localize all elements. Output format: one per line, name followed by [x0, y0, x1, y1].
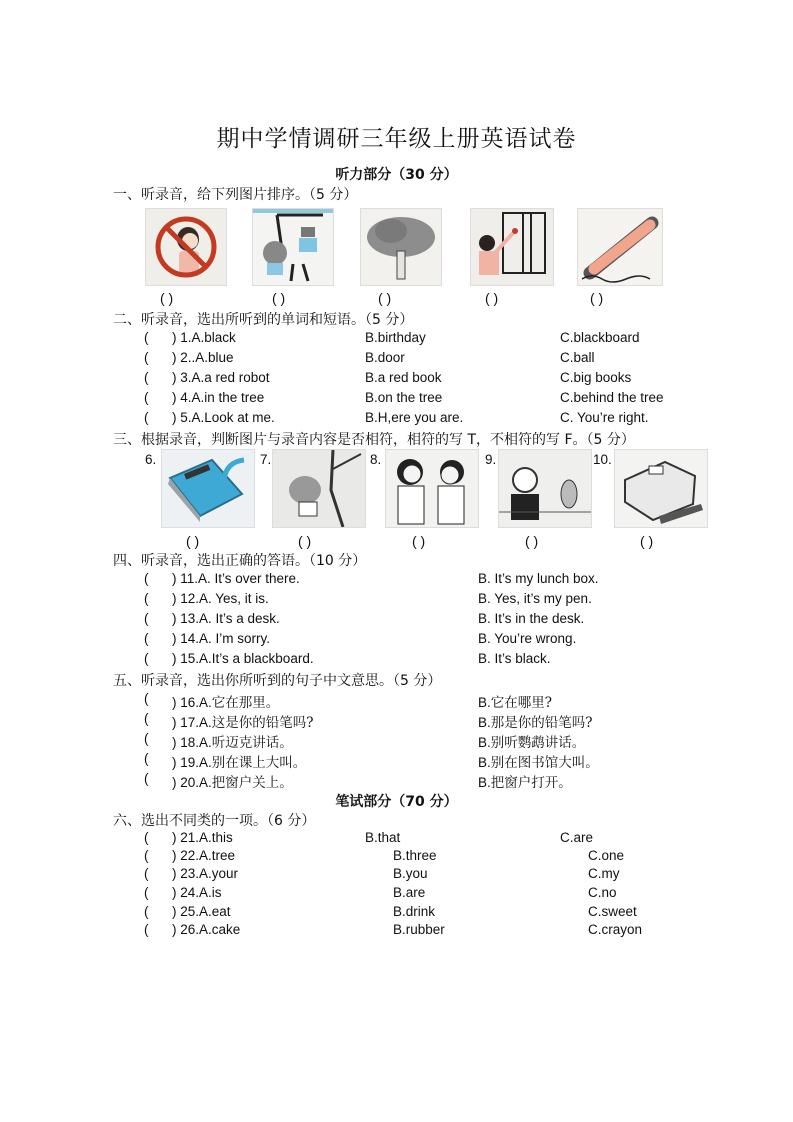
- answer-blank-7[interactable]: ( ): [298, 533, 312, 549]
- option-a: ) 17.A.这是你的铅笔吗?: [172, 715, 314, 731]
- option-b: B.别听鹦鹉讲话。: [478, 735, 586, 751]
- answer-paren[interactable]: (: [144, 885, 149, 900]
- picture-pencil-box: [614, 449, 708, 528]
- option-a: ) 25.A.eat: [172, 904, 231, 919]
- option-a: ) 4.A.in the tree: [172, 390, 265, 405]
- answer-blank-8[interactable]: ( ): [412, 533, 426, 549]
- answer-paren[interactable]: (: [144, 571, 149, 586]
- option-b: B.它在哪里?: [478, 695, 553, 711]
- option-c: C.crayon: [588, 922, 643, 937]
- option-c: C.ball: [560, 350, 595, 365]
- option-b: B.are: [393, 885, 426, 900]
- option-b: B.a red book: [365, 370, 442, 385]
- option-a: ) 24.A.is: [172, 885, 222, 900]
- section-2-heading: 二、听录音，选出所听到的单词和短语。（5 分）: [113, 312, 414, 328]
- answer-paren[interactable]: (: [144, 350, 149, 365]
- section-1-heading: 一、听录音，给下列图片排序。（5 分）: [113, 187, 358, 203]
- option-c: C.big books: [560, 370, 632, 385]
- answer-blank-3[interactable]: ( ): [378, 290, 392, 306]
- item-number: 9.: [485, 452, 497, 467]
- answer-blank-5[interactable]: ( ): [590, 290, 604, 306]
- answer-paren[interactable]: (: [144, 731, 149, 746]
- option-b: B. It’s my lunch box.: [478, 571, 599, 586]
- option-c: C.behind the tree: [560, 390, 664, 405]
- answer-paren[interactable]: (: [144, 631, 149, 646]
- option-a: ) 21.A.this: [172, 830, 233, 845]
- answer-paren[interactable]: (: [144, 866, 149, 881]
- option-a: ) 16.A.它在那里。: [172, 695, 280, 711]
- answer-paren[interactable]: (: [144, 651, 149, 666]
- section-3-heading: 三、根据录音，判断图片与录音内容是否相符，相符的写 T，不相符的写 F。（5 分）: [113, 432, 635, 448]
- option-c: C.sweet: [588, 904, 637, 919]
- picture-no-eating-girl: [145, 208, 227, 286]
- option-b: B.H,ere you are.: [365, 410, 464, 425]
- option-a: ) 15.A.It’s a blackboard.: [172, 651, 314, 666]
- option-a: ) 1.A.black: [172, 330, 236, 345]
- option-a: ) 11.A. It’s over there.: [172, 571, 300, 586]
- option-a: ) 23.A.your: [172, 866, 239, 881]
- picture-tree: [360, 208, 442, 286]
- option-b: B.that: [365, 830, 401, 845]
- option-b: B.别在图书馆大叫。: [478, 755, 599, 771]
- picture-cat-and-mouse: [498, 449, 592, 528]
- answer-paren[interactable]: (: [144, 691, 149, 706]
- answer-paren[interactable]: (: [144, 591, 149, 606]
- answer-paren[interactable]: (: [144, 390, 149, 405]
- option-a: ) 20.A.把窗户关上。: [172, 775, 293, 791]
- option-a: ) 2..A.blue: [172, 350, 234, 365]
- picture-mouse-robot: [252, 208, 334, 286]
- answer-paren[interactable]: (: [144, 904, 149, 919]
- item-number: 10.: [593, 452, 612, 467]
- writing-part-heading: 笔试部分（70 分）: [335, 794, 458, 810]
- section-5-heading: 五、听录音，选出你所听到的句子中文意思。（5 分）: [113, 673, 442, 689]
- answer-blank-6[interactable]: ( ): [186, 533, 200, 549]
- listening-part-heading: 听力部分（30 分）: [335, 167, 458, 183]
- answer-paren[interactable]: (: [144, 711, 149, 726]
- option-c: C.no: [588, 885, 617, 900]
- option-c: C.are: [560, 830, 594, 845]
- answer-paren[interactable]: (: [144, 771, 149, 786]
- option-b: B. It’s in the desk.: [478, 611, 585, 626]
- answer-paren[interactable]: (: [144, 830, 149, 845]
- section-4-heading: 四、听录音，选出正确的答语。（10 分）: [113, 553, 367, 569]
- section-6-heading: 六、选出不同类的一项。（6 分）: [113, 813, 316, 829]
- answer-paren[interactable]: (: [144, 922, 149, 937]
- option-b: B.you: [393, 866, 428, 881]
- picture-boy-window: [470, 208, 554, 286]
- answer-blank-1[interactable]: ( ): [160, 290, 174, 306]
- option-a: ) 26.A.cake: [172, 922, 241, 937]
- option-b: B. You’re wrong.: [478, 631, 577, 646]
- option-b: B.birthday: [365, 330, 426, 345]
- answer-blank-4[interactable]: ( ): [485, 290, 499, 306]
- option-b: B.那是你的铅笔吗?: [478, 715, 593, 731]
- picture-blue-book: [161, 449, 255, 528]
- answer-paren[interactable]: (: [144, 611, 149, 626]
- option-b: B.把窗户打开。: [478, 775, 572, 791]
- answer-paren[interactable]: (: [144, 751, 149, 766]
- answer-blank-9[interactable]: ( ): [525, 533, 539, 549]
- answer-paren[interactable]: (: [144, 330, 149, 345]
- option-a: ) 3.A.a red robot: [172, 370, 270, 385]
- option-a: ) 13.A. It’s a desk.: [172, 611, 280, 626]
- option-a: ) 12.A. Yes, it is.: [172, 591, 269, 606]
- item-number: 7.: [260, 452, 272, 467]
- option-b: B.door: [365, 350, 405, 365]
- answer-paren[interactable]: (: [144, 410, 149, 425]
- option-b: B.drink: [393, 904, 436, 919]
- option-a: ) 19.A.别在课上大叫。: [172, 755, 307, 771]
- option-a: ) 18.A.听迈克讲话。: [172, 735, 293, 751]
- item-number: 8.: [370, 452, 382, 467]
- option-b: B. Yes, it’s my pen.: [478, 591, 592, 606]
- option-a: ) 5.A.Look at me.: [172, 410, 275, 425]
- page-title: 期中学情调研三年级上册英语试卷: [216, 126, 577, 152]
- answer-paren[interactable]: (: [144, 370, 149, 385]
- option-c: C.blackboard: [560, 330, 640, 345]
- option-c: C.my: [588, 866, 620, 881]
- picture-pen: [577, 208, 663, 286]
- option-c: C. You’re right.: [560, 410, 649, 425]
- answer-blank-10[interactable]: ( ): [640, 533, 654, 549]
- option-c: C.one: [588, 848, 625, 863]
- answer-blank-2[interactable]: ( ): [272, 290, 286, 306]
- option-b: B.three: [393, 848, 437, 863]
- option-b: B. It’s black.: [478, 651, 551, 666]
- answer-paren[interactable]: (: [144, 848, 149, 863]
- option-b: B.on the tree: [365, 390, 443, 405]
- option-b: B.rubber: [393, 922, 445, 937]
- option-a: ) 22.A.tree: [172, 848, 236, 863]
- item-number: 6.: [145, 452, 157, 467]
- picture-two-people-talking: [385, 449, 479, 528]
- option-a: ) 14.A. I’m sorry.: [172, 631, 271, 646]
- picture-mouse-in-tree: [272, 449, 366, 528]
